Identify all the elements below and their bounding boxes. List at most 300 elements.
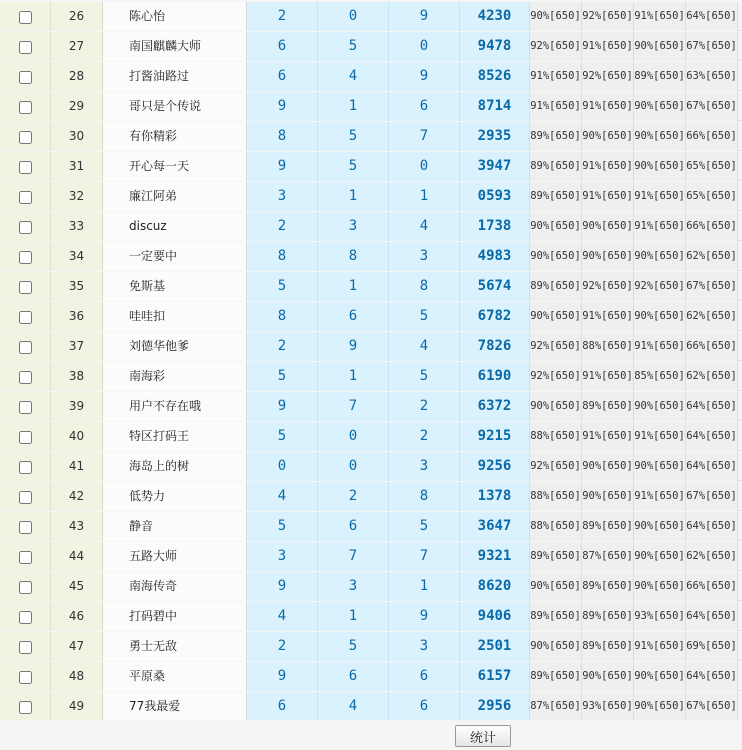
digit-1: 3	[247, 542, 318, 571]
digit-1: 9	[247, 572, 318, 601]
table-row	[0, 32, 742, 61]
digit-3: 7	[389, 542, 460, 571]
rate-1: 90%[650]	[530, 302, 582, 331]
digit-3: 6	[389, 692, 460, 721]
rate-2: 89%[650]	[582, 392, 634, 421]
rate-4: 67%[650]	[686, 272, 738, 301]
digit-2: 1	[318, 272, 389, 301]
rate-1: 90%[650]	[530, 572, 582, 601]
row-number: 46	[51, 602, 103, 631]
user-name: 低势力	[103, 482, 247, 511]
rate-4: 66%[650]	[686, 572, 738, 601]
digit-1: 8	[247, 242, 318, 271]
rate-2: 92%[650]	[582, 272, 634, 301]
rate-2: 89%[650]	[582, 632, 634, 661]
table-row	[0, 542, 742, 571]
rate-2: 91%[650]	[582, 152, 634, 181]
statistics-button[interactable]: 统计	[455, 725, 511, 747]
user-name: 有你精彩	[103, 122, 247, 151]
rate-3: 90%[650]	[634, 662, 686, 691]
table-row	[0, 692, 742, 721]
row-checkbox-cell	[0, 482, 51, 511]
row-checkbox[interactable]	[19, 281, 32, 294]
rate-4: 66%[650]	[686, 332, 738, 361]
row-checkbox[interactable]	[19, 101, 32, 114]
rate-1: 92%[650]	[530, 32, 582, 61]
four-digit-number: 9215	[460, 422, 530, 451]
row-number: 33	[51, 212, 103, 241]
row-checkbox[interactable]	[19, 311, 32, 324]
row-checkbox[interactable]	[19, 11, 32, 24]
row-checkbox-cell	[0, 512, 51, 541]
digit-1: 3	[247, 182, 318, 211]
row-checkbox[interactable]	[19, 641, 32, 654]
table-row	[0, 452, 742, 481]
row-checkbox[interactable]	[19, 671, 32, 684]
row-number: 26	[51, 2, 103, 31]
rate-3: 90%[650]	[634, 692, 686, 721]
row-checkbox[interactable]	[19, 221, 32, 234]
rate-2: 90%[650]	[582, 482, 634, 511]
table-row	[0, 422, 742, 451]
four-digit-number: 8620	[460, 572, 530, 601]
user-name: 平原桑	[103, 662, 247, 691]
row-number: 27	[51, 32, 103, 61]
rate-4: 66%[650]	[686, 122, 738, 151]
digit-2: 3	[318, 572, 389, 601]
digit-3: 5	[389, 302, 460, 331]
table-row	[0, 152, 742, 181]
rate-3: 90%[650]	[634, 302, 686, 331]
row-checkbox[interactable]	[19, 41, 32, 54]
digit-2: 1	[318, 182, 389, 211]
row-checkbox-cell	[0, 272, 51, 301]
rate-3: 90%[650]	[634, 572, 686, 601]
rate-2: 90%[650]	[582, 242, 634, 271]
table-row	[0, 92, 742, 121]
rate-3: 91%[650]	[634, 212, 686, 241]
digit-1: 9	[247, 92, 318, 121]
digit-1: 8	[247, 122, 318, 151]
row-checkbox[interactable]	[19, 701, 32, 714]
rate-3: 91%[650]	[634, 422, 686, 451]
table-row	[0, 602, 742, 631]
user-name: 静音	[103, 512, 247, 541]
digit-2: 5	[318, 32, 389, 61]
four-digit-number: 8526	[460, 62, 530, 91]
table-row	[0, 242, 742, 271]
table-row	[0, 482, 742, 511]
digit-3: 8	[389, 272, 460, 301]
user-name: 一定要中	[103, 242, 247, 271]
rate-4: 64%[650]	[686, 422, 738, 451]
row-checkbox-cell	[0, 2, 51, 31]
rate-4: 66%[650]	[686, 212, 738, 241]
digit-2: 1	[318, 362, 389, 391]
digit-1: 9	[247, 392, 318, 421]
row-checkbox-cell	[0, 302, 51, 331]
row-number: 49	[51, 692, 103, 721]
row-checkbox[interactable]	[19, 551, 32, 564]
row-checkbox-cell	[0, 332, 51, 361]
row-checkbox[interactable]	[19, 131, 32, 144]
table-row	[0, 2, 742, 31]
four-digit-number: 5674	[460, 272, 530, 301]
digit-1: 4	[247, 602, 318, 631]
row-checkbox-cell	[0, 242, 51, 271]
rate-1: 91%[650]	[530, 62, 582, 91]
rate-4: 64%[650]	[686, 2, 738, 31]
digit-3: 6	[389, 92, 460, 121]
user-name: 用户不存在哦	[103, 392, 247, 421]
rate-3: 92%[650]	[634, 272, 686, 301]
rate-1: 90%[650]	[530, 242, 582, 271]
row-checkbox-cell	[0, 632, 51, 661]
rate-4: 62%[650]	[686, 302, 738, 331]
rate-3: 90%[650]	[634, 92, 686, 121]
row-number: 38	[51, 362, 103, 391]
row-number: 45	[51, 572, 103, 601]
rate-1: 90%[650]	[530, 392, 582, 421]
rate-2: 90%[650]	[582, 212, 634, 241]
digit-1: 5	[247, 512, 318, 541]
table-row	[0, 572, 742, 601]
digit-1: 5	[247, 272, 318, 301]
digit-1: 2	[247, 332, 318, 361]
row-checkbox[interactable]	[19, 581, 32, 594]
row-checkbox-cell	[0, 212, 51, 241]
rate-2: 87%[650]	[582, 542, 634, 571]
digit-1: 6	[247, 692, 318, 721]
digit-3: 8	[389, 482, 460, 511]
row-checkbox-cell	[0, 422, 51, 451]
user-name: 廉江阿弟	[103, 182, 247, 211]
digit-3: 4	[389, 212, 460, 241]
rate-4: 64%[650]	[686, 452, 738, 481]
rate-2: 92%[650]	[582, 62, 634, 91]
rate-4: 64%[650]	[686, 662, 738, 691]
digit-2: 7	[318, 392, 389, 421]
rate-1: 88%[650]	[530, 482, 582, 511]
table-row	[0, 662, 742, 691]
rate-1: 89%[650]	[530, 542, 582, 571]
rate-2: 90%[650]	[582, 122, 634, 151]
user-name: discuz	[103, 212, 247, 241]
user-name: 打酱油路过	[103, 62, 247, 91]
row-checkbox[interactable]	[19, 431, 32, 444]
table-row	[0, 212, 742, 241]
four-digit-number: 9256	[460, 452, 530, 481]
four-digit-number: 3647	[460, 512, 530, 541]
digit-1: 0	[247, 452, 318, 481]
four-digit-number: 1738	[460, 212, 530, 241]
rate-2: 89%[650]	[582, 512, 634, 541]
user-name: 哇哇扣	[103, 302, 247, 331]
digit-2: 4	[318, 692, 389, 721]
rate-3: 91%[650]	[634, 332, 686, 361]
user-name: 打码碧中	[103, 602, 247, 631]
rate-4: 64%[650]	[686, 512, 738, 541]
digit-3: 4	[389, 332, 460, 361]
rate-2: 91%[650]	[582, 362, 634, 391]
row-checkbox[interactable]	[19, 521, 32, 534]
rate-1: 90%[650]	[530, 2, 582, 31]
table-row	[0, 512, 742, 541]
row-checkbox-cell	[0, 662, 51, 691]
four-digit-number: 7826	[460, 332, 530, 361]
digit-2: 6	[318, 302, 389, 331]
user-name: 海岛上的树	[103, 452, 247, 481]
rate-1: 89%[650]	[530, 152, 582, 181]
rate-2: 89%[650]	[582, 572, 634, 601]
four-digit-number: 2501	[460, 632, 530, 661]
rate-1: 91%[650]	[530, 92, 582, 121]
row-checkbox[interactable]	[19, 491, 32, 504]
four-digit-number: 1378	[460, 482, 530, 511]
row-checkbox[interactable]	[19, 341, 32, 354]
rate-1: 89%[650]	[530, 602, 582, 631]
row-checkbox-cell	[0, 392, 51, 421]
row-number: 31	[51, 152, 103, 181]
rate-4: 67%[650]	[686, 32, 738, 61]
row-number: 41	[51, 452, 103, 481]
four-digit-number: 4230	[460, 2, 530, 31]
digit-2: 7	[318, 542, 389, 571]
rate-4: 65%[650]	[686, 182, 738, 211]
user-name: 陈心怡	[103, 2, 247, 31]
rate-1: 87%[650]	[530, 692, 582, 721]
rate-3: 90%[650]	[634, 32, 686, 61]
rate-3: 91%[650]	[634, 182, 686, 211]
rate-4: 67%[650]	[686, 482, 738, 511]
digit-2: 5	[318, 152, 389, 181]
user-name: 五路大师	[103, 542, 247, 571]
row-checkbox-cell	[0, 182, 51, 211]
row-checkbox[interactable]	[19, 191, 32, 204]
row-checkbox[interactable]	[19, 401, 32, 414]
digit-2: 6	[318, 662, 389, 691]
rate-3: 90%[650]	[634, 512, 686, 541]
digit-2: 5	[318, 122, 389, 151]
row-checkbox-cell	[0, 542, 51, 571]
digit-3: 6	[389, 662, 460, 691]
rate-4: 62%[650]	[686, 542, 738, 571]
digit-3: 7	[389, 122, 460, 151]
four-digit-number: 8714	[460, 92, 530, 121]
rate-3: 90%[650]	[634, 152, 686, 181]
row-number: 43	[51, 512, 103, 541]
rate-3: 91%[650]	[634, 2, 686, 31]
digit-3: 3	[389, 242, 460, 271]
rate-2: 91%[650]	[582, 92, 634, 121]
digit-1: 5	[247, 422, 318, 451]
row-number: 28	[51, 62, 103, 91]
digit-2: 0	[318, 422, 389, 451]
rate-3: 93%[650]	[634, 602, 686, 631]
digit-3: 2	[389, 392, 460, 421]
user-name: 南国麒麟大师	[103, 32, 247, 61]
rate-3: 90%[650]	[634, 122, 686, 151]
digit-2: 5	[318, 632, 389, 661]
digit-2: 4	[318, 62, 389, 91]
four-digit-number: 2935	[460, 122, 530, 151]
rate-4: 62%[650]	[686, 242, 738, 271]
four-digit-number: 9478	[460, 32, 530, 61]
rate-1: 89%[650]	[530, 182, 582, 211]
rate-1: 88%[650]	[530, 512, 582, 541]
table-row	[0, 332, 742, 361]
rate-3: 90%[650]	[634, 542, 686, 571]
rate-4: 67%[650]	[686, 692, 738, 721]
rate-3: 89%[650]	[634, 62, 686, 91]
digit-1: 6	[247, 32, 318, 61]
rate-4: 69%[650]	[686, 632, 738, 661]
row-number: 32	[51, 182, 103, 211]
row-number: 48	[51, 662, 103, 691]
four-digit-number: 6190	[460, 362, 530, 391]
user-name: 勇士无敌	[103, 632, 247, 661]
rate-2: 91%[650]	[582, 302, 634, 331]
digit-2: 9	[318, 332, 389, 361]
four-digit-number: 6782	[460, 302, 530, 331]
user-name: 哥只是个传说	[103, 92, 247, 121]
rate-3: 91%[650]	[634, 482, 686, 511]
rate-3: 90%[650]	[634, 392, 686, 421]
row-number: 37	[51, 332, 103, 361]
rate-3: 91%[650]	[634, 632, 686, 661]
table-row	[0, 62, 742, 91]
rate-1: 89%[650]	[530, 662, 582, 691]
row-checkbox-cell	[0, 62, 51, 91]
row-number: 42	[51, 482, 103, 511]
digit-2: 1	[318, 602, 389, 631]
table-row	[0, 362, 742, 391]
rate-1: 92%[650]	[530, 362, 582, 391]
rate-3: 85%[650]	[634, 362, 686, 391]
rate-2: 91%[650]	[582, 422, 634, 451]
rate-2: 90%[650]	[582, 662, 634, 691]
digit-1: 9	[247, 152, 318, 181]
table-row	[0, 632, 742, 661]
digit-1: 8	[247, 302, 318, 331]
row-number: 30	[51, 122, 103, 151]
row-number: 47	[51, 632, 103, 661]
digit-3: 9	[389, 62, 460, 91]
row-checkbox[interactable]	[19, 611, 32, 624]
row-checkbox[interactable]	[19, 251, 32, 264]
table-footer	[0, 720, 742, 750]
rate-4: 64%[650]	[686, 602, 738, 631]
row-number: 34	[51, 242, 103, 271]
rate-1: 90%[650]	[530, 212, 582, 241]
row-checkbox-cell	[0, 362, 51, 391]
row-checkbox-cell	[0, 122, 51, 151]
digit-2: 3	[318, 212, 389, 241]
rate-4: 65%[650]	[686, 152, 738, 181]
row-checkbox-cell	[0, 32, 51, 61]
digit-2: 6	[318, 512, 389, 541]
rate-2: 92%[650]	[582, 2, 634, 31]
row-checkbox[interactable]	[19, 161, 32, 174]
user-name: 特区打码王	[103, 422, 247, 451]
digit-3: 9	[389, 602, 460, 631]
rate-2: 91%[650]	[582, 32, 634, 61]
row-checkbox[interactable]	[19, 71, 32, 84]
rate-1: 90%[650]	[530, 632, 582, 661]
digit-3: 2	[389, 422, 460, 451]
four-digit-number: 6157	[460, 662, 530, 691]
rate-1: 88%[650]	[530, 422, 582, 451]
digit-2: 1	[318, 92, 389, 121]
digit-1: 5	[247, 362, 318, 391]
rate-1: 92%[650]	[530, 452, 582, 481]
row-checkbox[interactable]	[19, 461, 32, 474]
rate-4: 63%[650]	[686, 62, 738, 91]
four-digit-number: 4983	[460, 242, 530, 271]
digit-3: 9	[389, 2, 460, 31]
table-row	[0, 182, 742, 211]
digit-3: 1	[389, 572, 460, 601]
digit-3: 0	[389, 152, 460, 181]
rate-4: 64%[650]	[686, 392, 738, 421]
rate-2: 90%[650]	[582, 452, 634, 481]
row-checkbox-cell	[0, 92, 51, 121]
four-digit-number: 6372	[460, 392, 530, 421]
row-checkbox-cell	[0, 572, 51, 601]
digit-1: 9	[247, 662, 318, 691]
row-checkbox[interactable]	[19, 371, 32, 384]
row-number: 40	[51, 422, 103, 451]
digit-1: 6	[247, 62, 318, 91]
digit-1: 2	[247, 212, 318, 241]
rate-2: 89%[650]	[582, 602, 634, 631]
user-name: 南海彩	[103, 362, 247, 391]
rate-4: 62%[650]	[686, 362, 738, 391]
user-name: 刘德华他爹	[103, 332, 247, 361]
digit-1: 2	[247, 2, 318, 31]
digit-3: 3	[389, 452, 460, 481]
rate-2: 91%[650]	[582, 182, 634, 211]
rate-4: 67%[650]	[686, 92, 738, 121]
four-digit-number: 9321	[460, 542, 530, 571]
table-row	[0, 272, 742, 301]
digit-3: 3	[389, 632, 460, 661]
row-number: 29	[51, 92, 103, 121]
digit-2: 8	[318, 242, 389, 271]
user-name: 开心每一天	[103, 152, 247, 181]
user-name: 免斯基	[103, 272, 247, 301]
rate-3: 90%[650]	[634, 242, 686, 271]
rate-1: 92%[650]	[530, 332, 582, 361]
four-digit-number: 3947	[460, 152, 530, 181]
row-number: 39	[51, 392, 103, 421]
digit-3: 0	[389, 32, 460, 61]
four-digit-number: 0593	[460, 182, 530, 211]
digit-3: 5	[389, 362, 460, 391]
rate-1: 89%[650]	[530, 122, 582, 151]
digit-1: 2	[247, 632, 318, 661]
rate-1: 89%[650]	[530, 272, 582, 301]
table-row	[0, 302, 742, 331]
table-row	[0, 122, 742, 151]
digit-1: 4	[247, 482, 318, 511]
row-number: 35	[51, 272, 103, 301]
digit-2: 0	[318, 452, 389, 481]
user-name: 南海传奇	[103, 572, 247, 601]
digit-3: 5	[389, 512, 460, 541]
four-digit-number: 2956	[460, 692, 530, 721]
rate-2: 88%[650]	[582, 332, 634, 361]
